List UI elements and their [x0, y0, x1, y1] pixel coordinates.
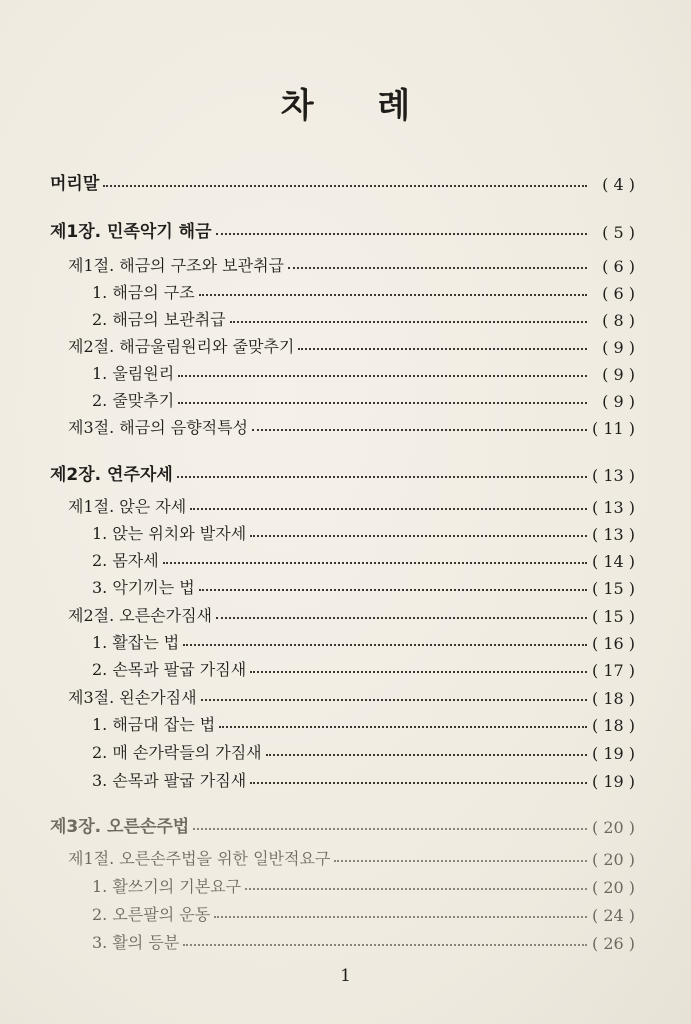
toc-entry-page: ( 13 ): [591, 525, 635, 544]
toc-entry-section: [68, 250, 635, 276]
toc-entry-item: [92, 545, 635, 571]
dot-leader: [201, 699, 587, 701]
toc-entry-label: 2. 오른팔의 운동: [92, 905, 211, 924]
dot-leader: [252, 429, 587, 431]
dot-leader: [266, 754, 587, 756]
toc-entry-page: ( 26 ): [591, 934, 635, 953]
toc-entry-page: ( 18 ): [591, 689, 635, 708]
toc-entry-label: 1. 울림원리: [92, 364, 175, 383]
dot-leader: [219, 726, 587, 728]
dot-leader: [288, 267, 587, 269]
toc-entry-page: ( 5 ): [602, 223, 635, 242]
toc-entry-page: ( 15 ): [591, 579, 635, 598]
toc-entry-chapter: [50, 459, 635, 485]
toc-entry-chapter: [50, 811, 635, 837]
dot-leader: [250, 671, 587, 673]
page-number: 1: [340, 966, 351, 986]
toc-entry-label: 1. 앉는 위치와 발자세: [92, 524, 247, 543]
toc-entry-label: 제1절. 해금의 구조와 보관취급: [68, 256, 284, 275]
dot-leader: [178, 402, 587, 404]
dot-leader: [177, 476, 587, 478]
toc-entry-item: [92, 709, 635, 735]
toc-entry-page: ( 6 ): [602, 257, 635, 276]
dot-leader: [250, 782, 587, 784]
toc-entry-page: ( 9 ): [602, 392, 635, 411]
toc-entry-label: 2. 손목과 팔굽 가짐새: [92, 660, 247, 679]
dot-leader: [216, 233, 588, 235]
dot-leader: [250, 535, 587, 537]
dot-leader: [214, 916, 587, 918]
toc-entry-section: [68, 412, 635, 438]
toc-entry-label: 2. 매 손가락들의 가짐새: [92, 743, 262, 762]
toc-entry-page: ( 18 ): [591, 716, 635, 735]
toc-entry-label: 제2절. 해금울림원리와 줄맞추기: [68, 337, 295, 356]
dot-leader: [103, 185, 587, 187]
toc-entry-item: [92, 899, 635, 925]
dot-leader: [163, 562, 587, 564]
toc-entry-item: [92, 304, 635, 330]
toc-entry-label: 1. 해금대 잡는 법: [92, 715, 216, 734]
toc-entry-label: 제3절. 왼손가짐새: [68, 688, 197, 707]
dot-leader: [334, 860, 587, 862]
toc-entry-item: [92, 871, 635, 897]
toc-entry-page: ( 19 ): [591, 772, 635, 791]
toc-entry-label: 1. 해금의 구조: [92, 283, 195, 302]
dot-leader: [178, 375, 587, 377]
toc-entry-page: ( 13 ): [591, 466, 635, 485]
toc-entry-item: [92, 765, 635, 791]
toc-entry-label: 제1절. 오른손주법을 위한 일반적요구: [68, 849, 331, 868]
toc-entry-section: [68, 331, 635, 357]
toc-entry-page: ( 9 ): [602, 365, 635, 384]
toc-entry-page: ( 19 ): [591, 744, 635, 763]
toc-entry-page: ( 20 ): [591, 818, 635, 837]
toc-entry-page: ( 4 ): [602, 175, 635, 194]
toc-entry-label: 3. 악기끼는 법: [92, 578, 195, 597]
toc-entry-label: 제1장. 민족악기 해금: [50, 222, 212, 242]
toc-entry-page: ( 17 ): [591, 661, 635, 680]
page-title: 차 례: [280, 86, 437, 126]
toc-entry-label: 3. 활의 등분: [92, 933, 180, 952]
toc-entry-page: ( 16 ): [591, 634, 635, 653]
dot-leader: [199, 589, 587, 591]
dot-leader: [183, 644, 587, 646]
dot-leader: [298, 348, 587, 350]
toc-entry-page: ( 8 ): [602, 311, 635, 330]
toc-entry-item: [92, 385, 635, 411]
toc-entry-item: [92, 737, 635, 763]
toc-entry-label: 3. 손목과 팔굽 가짐새: [92, 771, 247, 790]
toc-entry-item: [92, 927, 635, 953]
toc-entry-label: 머리말: [50, 174, 100, 194]
toc-entry-item: [92, 358, 635, 384]
dot-leader: [190, 508, 587, 510]
dot-leader: [245, 888, 587, 890]
dot-leader: [230, 321, 587, 323]
toc-entry-item: [92, 518, 635, 544]
toc-entry-item: [92, 572, 635, 598]
toc-entry-section: [68, 491, 635, 517]
toc-entry-label: 2. 줄맞추기: [92, 391, 175, 410]
toc-entry-item: [92, 654, 635, 680]
toc-entry-label: 1. 활잡는 법: [92, 633, 180, 652]
toc-entry-section: [68, 600, 635, 626]
toc-entry-label: 제2절. 오른손가짐새: [68, 606, 212, 625]
toc-entry-page: ( 13 ): [591, 498, 635, 517]
toc-entry-page: ( 11 ): [591, 419, 635, 438]
dot-leader: [183, 944, 587, 946]
toc-entry-page: ( 24 ): [591, 906, 635, 925]
toc-entry-page: ( 20 ): [591, 850, 635, 869]
toc-entry-label: 2. 몸자세: [92, 551, 159, 570]
toc-entry-page: ( 15 ): [591, 607, 635, 626]
dot-leader: [193, 828, 587, 830]
toc-entry-chapter: [50, 216, 635, 242]
toc-entry-section: [68, 843, 635, 869]
toc-entry-label: 2. 해금의 보관취급: [92, 310, 226, 329]
dot-leader: [216, 617, 587, 619]
toc-entry-intro: [50, 168, 635, 194]
toc-entry-page: ( 14 ): [591, 552, 635, 571]
toc-entry-item: [92, 277, 635, 303]
dot-leader: [199, 294, 587, 296]
toc-entry-page: ( 20 ): [591, 878, 635, 897]
toc-entry-label: 제3장. 오른손주법: [50, 817, 190, 837]
toc-entry-item: [92, 627, 635, 653]
toc-entry-label: 제1절. 앉은 자세: [68, 497, 187, 516]
toc-entry-page: ( 6 ): [602, 284, 635, 303]
toc-entry-label: 1. 활쓰기의 기본요구: [92, 877, 242, 896]
toc-entry-section: [68, 682, 635, 708]
toc-entry-label: 제2장. 연주자세: [50, 465, 173, 485]
toc-entry-label: 제3절. 해금의 음향적특성: [68, 418, 248, 437]
toc-entry-page: ( 9 ): [602, 338, 635, 357]
